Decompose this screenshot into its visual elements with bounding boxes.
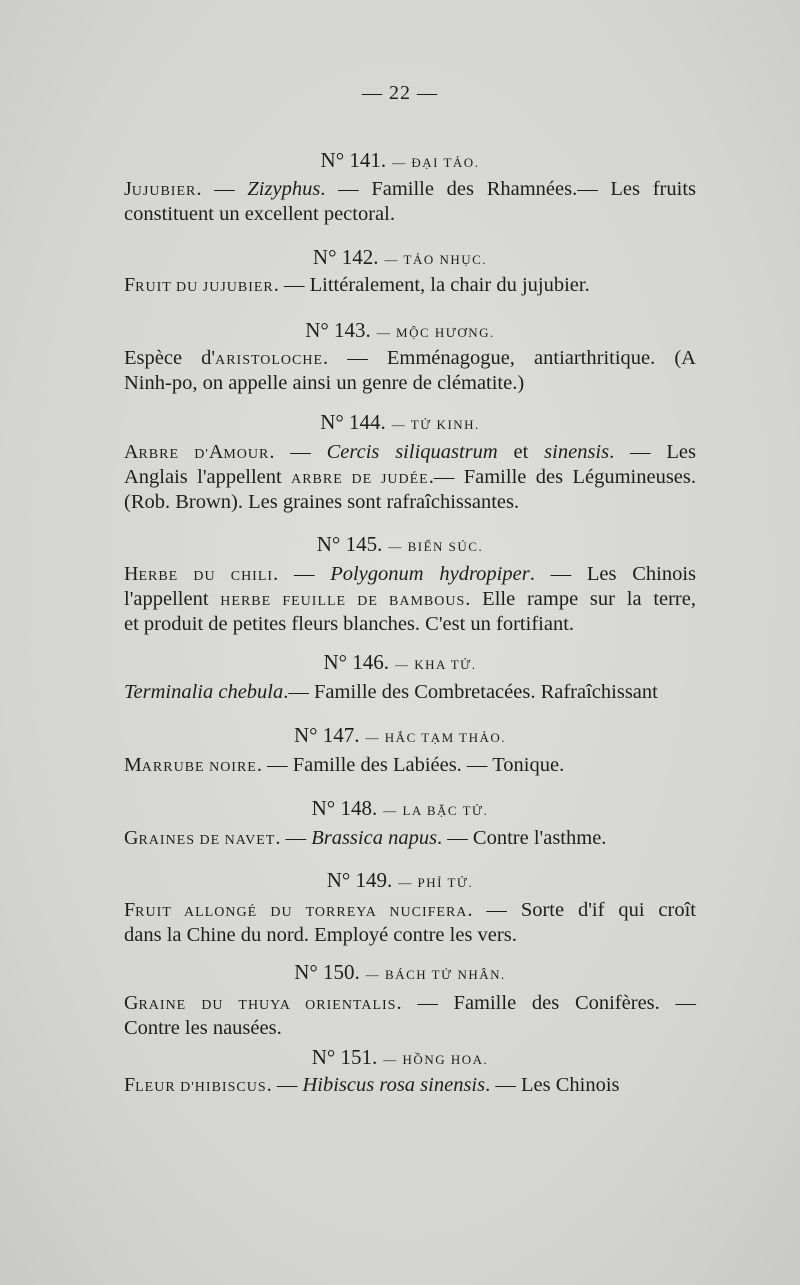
- latin-name: Terminalia chebula: [124, 681, 284, 703]
- entry-heading: [0, 796, 800, 821]
- text-segment: ARBRE DE JUDÉE: [291, 472, 429, 487]
- text-segment: (Rob. Brown). Les graines sont rafraîchissantes.: [124, 491, 520, 513]
- entry-heading: [0, 410, 800, 435]
- entry-number: N° 150.: [294, 960, 360, 984]
- entry-text-line: [124, 613, 696, 636]
- vietnamese-name: — KHA TỬ.: [395, 657, 477, 672]
- entry-number: N° 151.: [311, 1045, 378, 1069]
- text-segment: . —: [266, 1074, 303, 1096]
- text-segment: . Elle rampe sur la terre,: [465, 588, 696, 610]
- text-segment: dans la Chine du nord. Employé contre les vers.: [124, 924, 517, 946]
- entry-heading: [0, 532, 800, 557]
- text-segment: . — Sorte d'if qui croît: [467, 899, 696, 921]
- entry-text-line: [124, 924, 696, 947]
- vietnamese-name: — BÁCH TỬ NHÂN.: [365, 967, 506, 982]
- text-segment: Contre les nausées.: [124, 1017, 282, 1039]
- entry-number: N° 142.: [312, 245, 379, 269]
- text-segment: H: [124, 563, 139, 585]
- vietnamese-name: — HỒNG HOA.: [383, 1052, 489, 1067]
- entry-number: N° 145.: [316, 532, 383, 556]
- text-segment: J: [124, 178, 132, 200]
- vietnamese-name: — LA BẶC TỬ.: [383, 803, 489, 818]
- text-segment: . — Les Chinois: [485, 1074, 620, 1096]
- entry-text-line: [124, 178, 696, 201]
- entry-number: N° 144.: [320, 410, 386, 434]
- text-segment: constituent un excellent pectoral.: [124, 203, 395, 225]
- text-segment: . — Famille des Labiées. — Tonique.: [256, 754, 565, 776]
- entry-text-line: [124, 827, 696, 850]
- text-segment: RAINES DE NAVET: [138, 833, 276, 848]
- entry-heading: [0, 723, 800, 748]
- text-segment: ERBE DU CHILI: [138, 569, 274, 584]
- text-segment: . —: [196, 178, 248, 200]
- text-segment: et produit de petites fleurs blanches. C'est un fortifiant.: [124, 613, 575, 635]
- text-segment: ARISTOLOCHE: [215, 353, 324, 368]
- entry-text-line: [124, 274, 696, 297]
- entry-number: N° 147.: [293, 723, 360, 747]
- entry-text-line: [124, 1017, 696, 1040]
- text-segment: . — Famille des Conifères. —: [396, 992, 696, 1014]
- page-number: — 22 —: [362, 82, 438, 104]
- latin-name: Cercis siliquastrum: [326, 441, 498, 463]
- entry-text-line: [124, 754, 696, 777]
- entry-number: N° 143.: [305, 318, 371, 342]
- text-segment: . — Famille des Rhamnées.— Les fruits: [320, 178, 696, 200]
- entry-heading: [0, 148, 800, 173]
- text-segment: M: [124, 754, 142, 776]
- text-segment: . —: [269, 441, 327, 463]
- latin-name: Polygonum hydropiper: [330, 563, 530, 585]
- entry-text-line: [124, 347, 696, 370]
- latin-name: Hibiscus rosa sinensis: [302, 1074, 486, 1096]
- text-segment: .— Famille des Combretacées. Rafraîchissant: [283, 681, 658, 703]
- text-segment: . —: [275, 827, 312, 849]
- text-segment: l'appellent: [124, 588, 221, 610]
- vietnamese-name: — BIỂN SÚC.: [388, 539, 484, 554]
- entry-text-line: [124, 899, 696, 922]
- entry-heading: [0, 318, 800, 343]
- entry-text-line: [124, 203, 696, 226]
- text-segment: RAINE DU THUYA ORIENTALIS: [138, 998, 397, 1013]
- entry-heading: [0, 868, 800, 893]
- text-segment: RBRE D': [138, 447, 209, 462]
- entry-number: N° 141.: [320, 148, 387, 172]
- text-segment: .— Famille des Légumineuses.: [428, 466, 697, 488]
- text-segment: UJUBIER: [131, 184, 197, 199]
- text-segment: A: [208, 441, 224, 463]
- entry-heading: [0, 1045, 800, 1070]
- text-segment: Espèce d': [124, 347, 216, 369]
- text-segment: . — Littéralement, la chair du jujubier.: [273, 274, 590, 296]
- text-segment: F: [124, 1074, 136, 1096]
- text-segment: . — Contre l'asthme.: [437, 827, 607, 849]
- vietnamese-name: — ĐẠI TẢO.: [392, 155, 480, 170]
- entry-text-line: [124, 588, 696, 611]
- vietnamese-name: — MỘC HƯƠNG.: [376, 325, 495, 340]
- vietnamese-name: — TẢO NHỤC.: [384, 252, 488, 267]
- text-segment: LEUR D'HIBISCUS: [135, 1080, 267, 1095]
- entry-number: N° 146.: [323, 650, 390, 674]
- vietnamese-name: — HẮC TẠM THẢO.: [365, 730, 507, 745]
- latin-name: sinensis: [544, 441, 610, 463]
- text-segment: RUIT ALLONGÉ DU TORREYA NUCIFERA: [135, 905, 468, 920]
- entry-text-line: [124, 681, 696, 704]
- entry-heading: [0, 650, 800, 675]
- text-segment: . — Les: [609, 441, 696, 463]
- entry-text-line: [124, 1074, 696, 1097]
- text-segment: . —: [273, 563, 331, 585]
- vietnamese-name: — TỬ KINH.: [391, 417, 480, 432]
- entry-text-line: [124, 491, 696, 514]
- text-segment: . — Emménagogue, antiarthritique. (A: [323, 347, 696, 369]
- entry-heading: [0, 960, 800, 985]
- text-segment: MOUR: [223, 447, 270, 462]
- text-segment: G: [124, 992, 139, 1014]
- latin-name: Zizyphus: [247, 178, 321, 200]
- entry-text-line: [124, 372, 696, 395]
- text-segment: Anglais l'appellent: [124, 466, 292, 488]
- latin-name: Brassica napus: [311, 827, 438, 849]
- entry-text-line: [124, 466, 696, 489]
- entry-heading: [0, 245, 800, 270]
- text-segment: ARRUBE NOIRE: [141, 760, 257, 775]
- text-segment: F: [124, 899, 136, 921]
- entry-number: N° 149.: [326, 868, 393, 892]
- text-segment: G: [124, 827, 139, 849]
- text-segment: Ninh-po, on appelle ainsi un genre de clématite.): [124, 372, 525, 394]
- entry-text-line: [124, 563, 696, 586]
- entry-number: N° 148.: [311, 796, 378, 820]
- text-segment: A: [124, 441, 139, 463]
- text-segment: RUIT DU JUJUBIER: [135, 280, 274, 295]
- text-segment: HERBE FEUILLE DE BAMBOUS: [220, 594, 466, 609]
- entry-text-line: [124, 441, 696, 464]
- text-segment: . — Les Chinois: [529, 563, 697, 585]
- entry-text-line: [124, 992, 696, 1015]
- vietnamese-name: — PHỈ TỬ.: [398, 875, 474, 890]
- text-segment: et: [497, 441, 545, 463]
- text-segment: F: [124, 274, 136, 296]
